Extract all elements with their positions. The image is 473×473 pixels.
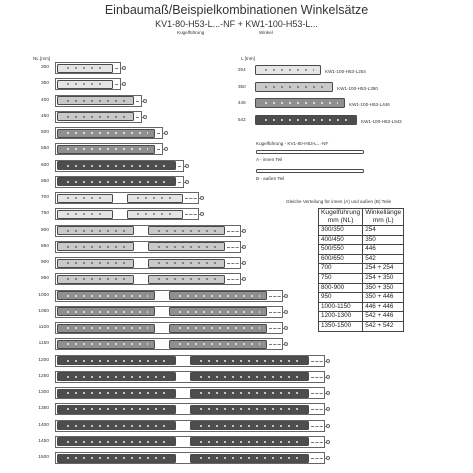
rail-end-stop: [143, 115, 147, 119]
rail-end-stop: [143, 99, 147, 103]
legend-rail-b: [256, 169, 364, 173]
page-subtitle: KV1-80-H53-L...-NF + KW1-100-H53-L...: [155, 19, 318, 29]
rail-end-stop: [122, 82, 126, 86]
rail-end-stop: [122, 66, 126, 70]
rail-holes: [64, 441, 169, 443]
nl-label: 650: [40, 178, 49, 184]
rail-holes: [64, 425, 169, 427]
rail-holes: [64, 246, 127, 248]
rail-end-stop: [185, 180, 189, 184]
rail-end-stop: [326, 359, 330, 363]
rail-holes: [64, 327, 148, 329]
table-cell-l: 446: [363, 245, 404, 255]
table-row: [319, 321, 404, 331]
angle-length-label: 254: [238, 67, 246, 72]
table-cell-l: 350: [363, 235, 404, 245]
rail-holes: [155, 230, 218, 232]
rail-holes: [176, 311, 260, 313]
page-title: Einbaumaß/Beispielkombinationen Winkelsätze: [104, 3, 369, 17]
rail-end-stop: [326, 440, 330, 444]
angle-length-label: 446: [238, 100, 246, 105]
rail-end-stop: [242, 245, 246, 249]
nl-label: 1350: [38, 406, 49, 412]
angle-rail: [57, 226, 134, 235]
angle-rail: [148, 275, 225, 284]
rail-holes: [155, 278, 218, 280]
rail-end-stop: [200, 212, 204, 216]
angle-rail: [57, 259, 134, 268]
rail-holes: [197, 376, 302, 378]
rail-end-stop: [326, 407, 330, 411]
angle-rail: [190, 356, 309, 365]
nl-label: 300: [40, 65, 49, 70]
angle-rail: [190, 454, 309, 463]
angle-rail: [57, 177, 176, 186]
table-cell-l: 542 + 542: [363, 321, 404, 331]
rail-end-stop: [326, 456, 330, 460]
rail-extension-line: [269, 344, 285, 345]
rail-holes: [64, 278, 127, 280]
rail-holes: [64, 295, 148, 297]
angle-rail: [57, 194, 113, 203]
rail-holes: [64, 83, 106, 85]
angle-sample-rail: [255, 65, 321, 75]
table-row: [319, 264, 404, 274]
angle-length-label: 542: [238, 116, 246, 122]
table-row: [319, 312, 404, 322]
table-header-kugel: Kugelführung mm (NL): [319, 209, 363, 226]
table-cell-l: 254 + 254: [363, 264, 404, 274]
legend-box: [254, 135, 368, 187]
rail-holes: [262, 86, 326, 88]
angle-rail: [57, 437, 176, 446]
angle-length-label: 350: [238, 83, 246, 89]
angle-rail: [148, 259, 225, 268]
table-cell-l: 350 + 350: [363, 283, 404, 293]
winkel-caption: Winkel: [259, 30, 273, 35]
nl-label: 850: [40, 243, 49, 249]
rail-holes: [64, 343, 148, 345]
nl-label: 1000: [38, 292, 49, 298]
kugelfuehrung-caption: Kugelführung: [177, 30, 205, 35]
nl-label: 700: [40, 195, 49, 200]
angle-rail: [57, 340, 155, 349]
angle-part-number: KW1-100-H53-L542: [361, 118, 402, 124]
table-row: [319, 273, 404, 283]
angle-rail: [57, 307, 155, 316]
table-cell-nl: 950: [319, 293, 363, 303]
rail-extension-line: [311, 409, 327, 410]
table-cell-nl: 1000-1150: [319, 302, 363, 312]
angle-sample-rail: [255, 115, 357, 125]
angle-rail: [169, 291, 267, 300]
rail-extension-line: [311, 377, 327, 378]
rail-holes: [64, 132, 148, 134]
rail-extension-line: [311, 393, 327, 394]
angle-rail: [57, 112, 134, 121]
rail-holes: [197, 441, 302, 443]
rail-holes: [197, 408, 302, 410]
nl-label: 1100: [38, 325, 49, 330]
angle-rail: [190, 437, 309, 446]
table-cell-nl: 600/650: [319, 254, 363, 264]
rail-extension-line: [269, 328, 285, 329]
legend-a-label: A - innen Teil: [256, 157, 283, 162]
table-header-winkel: Winkellänge mm (L): [363, 209, 404, 226]
angle-rail: [190, 389, 309, 398]
rail-extension-line: [227, 263, 243, 264]
rail-holes: [64, 116, 127, 118]
angle-rail: [57, 405, 176, 414]
rail-holes: [197, 392, 302, 394]
combination-table: [318, 208, 404, 332]
rail-extension-line: [311, 426, 327, 427]
rail-holes: [64, 262, 127, 264]
rail-holes: [64, 213, 106, 215]
rail-holes: [64, 181, 169, 183]
table-row: [319, 226, 404, 236]
rail-holes: [64, 197, 106, 199]
rail-holes: [64, 67, 106, 69]
table-row: [319, 283, 404, 293]
table-row: [319, 245, 404, 255]
rail-end-stop: [326, 375, 330, 379]
rail-end-stop: [284, 294, 288, 298]
rail-extension-line: [185, 198, 201, 199]
table-cell-nl: 1350-1500: [319, 321, 363, 331]
nl-label: 400: [40, 97, 49, 103]
table-row: [319, 235, 404, 245]
rail-end-stop: [164, 131, 168, 135]
angle-rail: [127, 194, 183, 203]
angle-part-number: KW1-100-H53-L350: [337, 85, 378, 91]
rail-holes: [176, 295, 260, 297]
rail-extension-line: [227, 231, 243, 232]
nl-label: 550: [40, 146, 49, 152]
angle-rail: [57, 64, 113, 73]
rail-extension-line: [227, 247, 243, 248]
rail-extension-line: [269, 312, 285, 313]
table-cell-l: 254: [363, 226, 404, 236]
rail-holes: [197, 457, 302, 459]
table-cell-l: 254 + 350: [363, 273, 404, 283]
rail-end-stop: [326, 424, 330, 428]
rail-holes: [64, 457, 169, 459]
l-axis-label: L [mm]: [241, 56, 255, 61]
rail-holes: [197, 425, 302, 427]
table-cell-l: 350 + 446: [363, 293, 404, 303]
rail-holes: [64, 392, 169, 394]
nl-label: 950: [40, 276, 49, 282]
angle-rail: [169, 324, 267, 333]
legend-b-label: B - außen Teil: [256, 176, 285, 181]
nl-label: 1050: [38, 308, 49, 314]
angle-rail: [190, 421, 309, 430]
angle-rail: [57, 161, 176, 170]
legend-kugel-label: Kugelführung - KV1-80-H53-L...-NF: [256, 141, 329, 146]
nl-label: 350: [40, 81, 49, 87]
rail-holes: [176, 343, 260, 345]
table-cell-nl: 400/450: [319, 235, 363, 245]
rail-holes: [64, 148, 148, 150]
rail-holes: [155, 262, 218, 264]
rail-extension-line: [311, 361, 327, 362]
rail-end-stop: [242, 261, 246, 265]
rail-end-stop: [242, 229, 246, 233]
angle-rail: [57, 356, 176, 365]
angle-rail: [57, 210, 113, 219]
nl-label: 1500: [38, 455, 49, 460]
angle-rail: [57, 421, 176, 430]
rail-holes: [262, 102, 338, 104]
rail-holes: [64, 376, 169, 378]
rail-holes: [64, 408, 169, 410]
rail-end-stop: [284, 310, 288, 314]
rail-extension-line: [311, 458, 327, 459]
nl-label: 1200: [38, 357, 49, 363]
rail-end-stop: [326, 391, 330, 395]
angle-rail: [148, 242, 225, 251]
nl-label: 500: [40, 130, 49, 135]
table-row: [319, 254, 404, 264]
rail-end-stop: [242, 277, 246, 281]
legend-rail-a: [256, 150, 364, 154]
table-cell-nl: 1200-1300: [319, 312, 363, 322]
angle-rail: [57, 242, 134, 251]
rail-end-stop: [284, 342, 288, 346]
angle-part-number: KW1-100-H53-L446: [349, 102, 390, 107]
rail-holes: [64, 100, 127, 102]
rail-holes: [64, 360, 169, 362]
rail-end-stop: [284, 326, 288, 330]
nl-label: 450: [40, 113, 49, 119]
rail-extension-line: [185, 214, 201, 215]
angle-rail: [57, 389, 176, 398]
angle-sample-rail: [255, 98, 345, 108]
rail-holes: [64, 165, 169, 167]
table-cell-l: 542 + 446: [363, 312, 404, 322]
angle-rail: [57, 291, 155, 300]
nl-label: 800: [40, 227, 49, 233]
nl-label: 600: [40, 162, 49, 168]
angle-rail: [57, 324, 155, 333]
angle-rail: [57, 372, 176, 381]
rail-extension-line: [311, 442, 327, 443]
nl-label: 1150: [38, 341, 49, 347]
nl-label: 1300: [38, 390, 49, 395]
angle-rail: [57, 96, 134, 105]
rail-holes: [64, 311, 148, 313]
nl-label: 1250: [38, 373, 49, 379]
angle-part-number: KW1-100-H53-L254: [325, 69, 366, 74]
nl-label: 750: [40, 211, 49, 217]
nl-label: 1400: [38, 422, 49, 428]
rail-holes: [262, 69, 314, 71]
rail-holes: [134, 197, 176, 199]
table-cell-nl: 750: [319, 273, 363, 283]
angle-rail: [169, 340, 267, 349]
rail-end-stop: [185, 164, 189, 168]
angle-rail: [169, 307, 267, 316]
table-row: [319, 302, 404, 312]
rail-extension-line: [227, 279, 243, 280]
distribution-note: Gleiche Verteilung für innen (A) und außen (B) Teile: [286, 199, 392, 204]
rail-holes: [134, 213, 176, 215]
table-cell-nl: 800-900: [319, 283, 363, 293]
rail-holes: [155, 246, 218, 248]
rail-end-stop: [164, 147, 168, 151]
rail-end-stop: [200, 196, 204, 200]
nl-label: 900: [40, 260, 49, 265]
angle-sample-rail: [255, 82, 333, 92]
rail-holes: [176, 327, 260, 329]
angle-rail: [57, 275, 134, 284]
nl-axis-label: NL [mm]: [33, 56, 51, 61]
table-cell-nl: 500/550: [319, 245, 363, 255]
rail-holes: [197, 360, 302, 362]
rail-extension-line: [269, 296, 285, 297]
angle-rail: [190, 405, 309, 414]
table-cell-nl: 700: [319, 264, 363, 274]
angle-rail: [57, 454, 176, 463]
table-cell-l: 542: [363, 254, 404, 264]
angle-rail: [190, 372, 309, 381]
table-cell-l: 446 + 446: [363, 302, 404, 312]
rail-holes: [64, 230, 127, 232]
angle-rail: [57, 145, 155, 154]
angle-rail: [57, 80, 113, 89]
angle-rail: [57, 129, 155, 138]
table-cell-nl: 300/350: [319, 226, 363, 236]
angle-rail: [127, 210, 183, 219]
table-row: [319, 293, 404, 303]
rail-holes: [262, 119, 350, 121]
angle-rail: [148, 226, 225, 235]
nl-label: 1450: [38, 438, 49, 444]
